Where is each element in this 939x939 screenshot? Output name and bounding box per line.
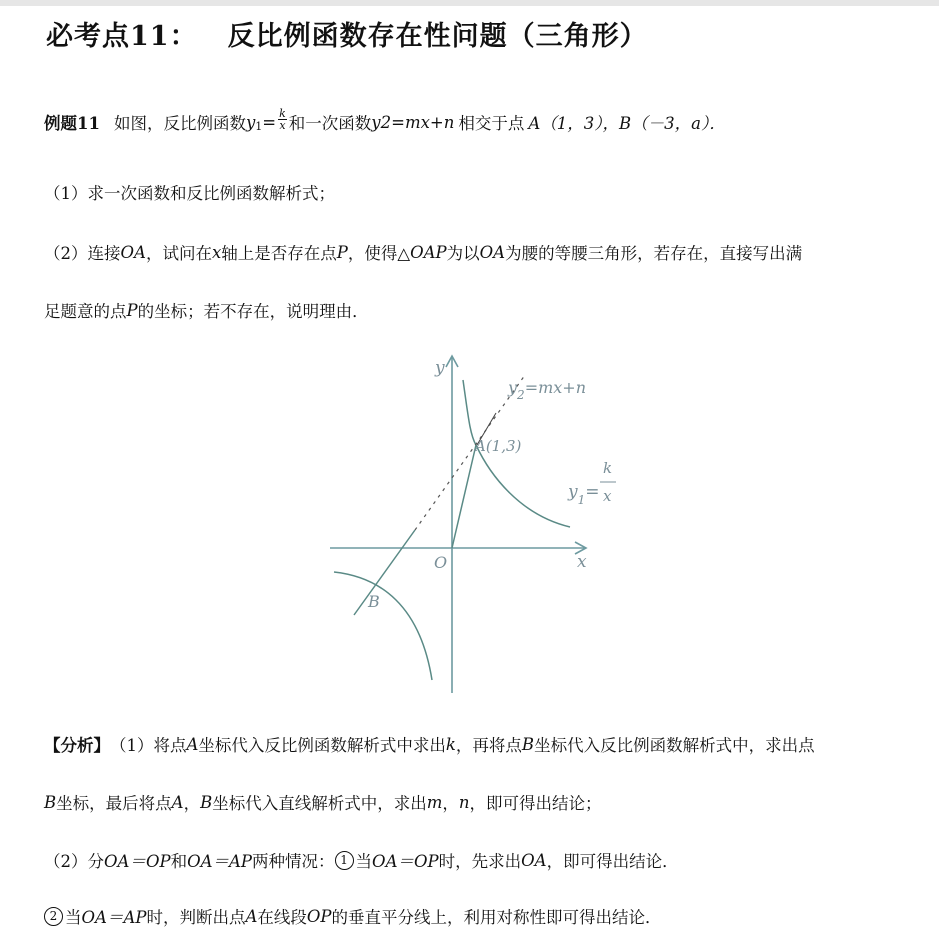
a3-case-1-repeat: OA＝OP bbox=[372, 852, 439, 871]
function-graph-figure bbox=[320, 345, 620, 700]
label-y1: $y_1=$ bbox=[568, 482, 600, 507]
q2-x: x bbox=[211, 242, 222, 262]
question-2-line-2 bbox=[44, 298, 369, 322]
a3-text-d: 当 bbox=[355, 852, 373, 871]
a4-text-e: 的垂直平分线上，利用对称性即可得出结论． bbox=[331, 908, 662, 927]
q2-text-e: 为以 bbox=[446, 244, 480, 263]
q2-text-b: ，试问在 bbox=[145, 244, 212, 263]
equals-sign: = bbox=[262, 112, 277, 132]
a2-text-d: ， bbox=[442, 794, 459, 813]
q2-line2-text-a: 足题意的点 bbox=[44, 302, 127, 321]
label-y1-k: k bbox=[603, 459, 613, 477]
segment-OA bbox=[452, 445, 476, 548]
a2-n: n bbox=[458, 792, 470, 812]
analysis-line-2 bbox=[44, 790, 602, 814]
linear-function-expr: y2=mx+n bbox=[371, 112, 455, 132]
analysis-label: 【分析】 bbox=[44, 736, 110, 755]
q2-line2-text-b: 的坐标；若不存在，说明理由． bbox=[137, 302, 369, 321]
circled-number-1: 1 bbox=[335, 851, 354, 870]
a2-text-e: ，即可得出结论； bbox=[469, 794, 602, 813]
analysis-line-1 bbox=[44, 732, 815, 756]
label-x: x bbox=[577, 552, 587, 572]
a2-B-2: B bbox=[200, 792, 213, 812]
a1-k: k bbox=[445, 734, 456, 754]
q2-text-c: 轴上是否存在点 bbox=[221, 244, 337, 263]
analysis-line-3 bbox=[44, 848, 679, 872]
q2-text-f: 为腰的等腰三角形，若存在，直接写出满 bbox=[505, 244, 803, 263]
y1-subscript: 1 bbox=[255, 119, 263, 133]
q2-OA: OA bbox=[120, 242, 146, 262]
linear-function-line bbox=[354, 530, 415, 615]
q2-text-d: ，使得△ bbox=[347, 244, 411, 263]
a3-text-b: 和 bbox=[170, 852, 188, 871]
problem-line-1 bbox=[44, 106, 726, 134]
intro-text-c: 相交于点 bbox=[458, 114, 525, 133]
a3-text-a: （2）分 bbox=[44, 852, 104, 871]
a3-text-c: 两种情况： bbox=[252, 852, 335, 871]
hyperbola-branch-q3 bbox=[334, 572, 432, 680]
q2-line2-P: P bbox=[126, 300, 138, 320]
a4-text-a: 当 bbox=[65, 908, 82, 927]
question-1-text: （1）求一次函数和反比例函数解析式； bbox=[44, 184, 335, 203]
a3-text-e: 时，先求出 bbox=[438, 852, 522, 871]
q2-P: P bbox=[336, 242, 348, 262]
points-A-B: A（1，3），B（－3，a）． bbox=[528, 114, 726, 133]
q2-OA-2: OA bbox=[479, 242, 506, 262]
a4-text-b: 时，判断出点 bbox=[146, 908, 246, 927]
a4-text-d: 在线段 bbox=[257, 908, 307, 927]
y1-symbol: y bbox=[245, 112, 256, 132]
circled-number-2: 2 bbox=[44, 907, 63, 926]
intro-text-a: 如图，反比例函数 bbox=[113, 114, 246, 133]
analysis-line-4 bbox=[44, 904, 662, 928]
question-2-line-1 bbox=[44, 240, 802, 264]
a2-B: B bbox=[44, 792, 57, 812]
label-y1-x: x bbox=[603, 487, 612, 505]
fraction-x: x bbox=[279, 118, 286, 132]
a3-case-2: OA＝AP bbox=[187, 852, 253, 871]
label-B: B bbox=[368, 592, 380, 611]
title-left: 必考点11： bbox=[46, 21, 198, 52]
a1-text-a: （1）将点 bbox=[110, 736, 187, 755]
a1-B: B bbox=[521, 734, 535, 754]
a3-text-f: ，即可得出结论． bbox=[546, 852, 679, 871]
page-title bbox=[46, 14, 648, 53]
top-bar bbox=[0, 0, 939, 6]
intro-text-b: 和一次函数 bbox=[288, 114, 372, 133]
a4-A: A bbox=[245, 906, 258, 926]
q2-OAP: OAP bbox=[410, 242, 447, 262]
a4-OP: OP bbox=[306, 906, 332, 926]
example-label: 例题11 bbox=[44, 114, 100, 133]
label-y: y bbox=[435, 358, 445, 378]
a1-A: A bbox=[186, 734, 199, 754]
a2-A: A bbox=[171, 792, 184, 812]
a2-m: m bbox=[426, 792, 443, 812]
a1-text-b: 坐标代入反比例函数解析式中求出 bbox=[198, 736, 446, 755]
q2-text-a: （2）连接 bbox=[44, 244, 121, 263]
a3-OA: OA bbox=[521, 850, 547, 870]
a2-text-c: 坐标代入直线解析式中，求出 bbox=[212, 794, 427, 813]
label-O: O bbox=[434, 553, 448, 572]
a2-text-b: ， bbox=[183, 794, 201, 813]
fraction-k: k bbox=[279, 106, 286, 120]
title-right: 反比例函数存在性问题（三角形） bbox=[227, 21, 648, 52]
a3-case-1: OA＝OP bbox=[104, 852, 171, 871]
a1-text-c: ，再将点 bbox=[455, 736, 522, 755]
label-y2: $y_2=mx+n$ bbox=[508, 378, 586, 402]
k-over-x-fraction bbox=[278, 108, 287, 131]
label-A: A(1,3) bbox=[475, 437, 522, 455]
a1-text-d: 坐标代入反比例函数解析式中，求出点 bbox=[534, 736, 815, 755]
a2-text-a: 坐标，最后将点 bbox=[56, 794, 172, 813]
a4-case: OA＝AP bbox=[81, 908, 147, 927]
question-1 bbox=[44, 180, 335, 204]
